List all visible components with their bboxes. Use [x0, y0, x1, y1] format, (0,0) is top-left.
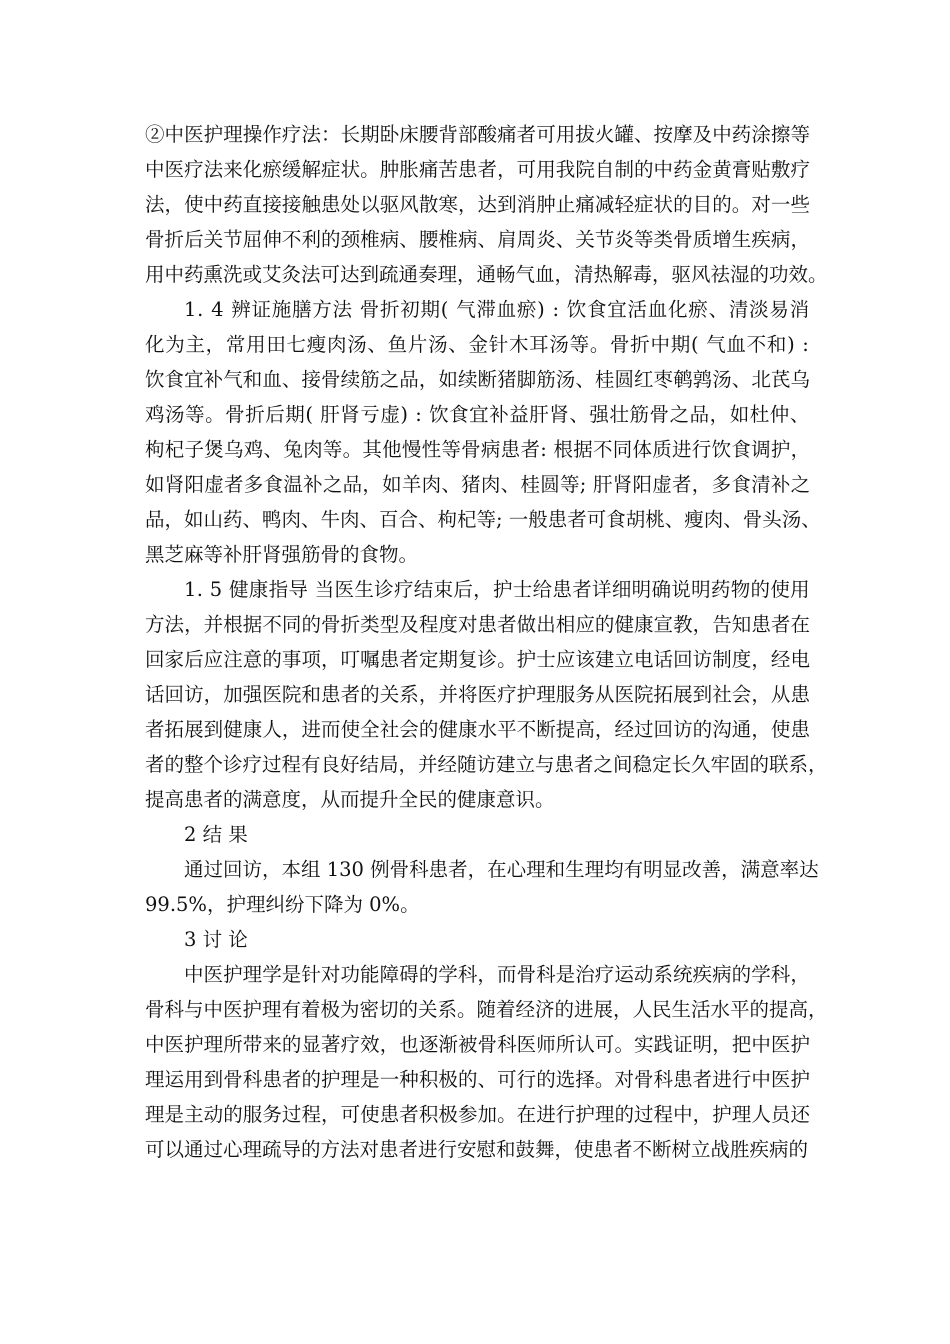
text-line: 用中药熏洗或艾灸法可达到疏通奏理，通畅气血，清热解毒，驱风祛湿的功效。 [145, 263, 828, 286]
text-line: 99.5%，护理纠纷下降为 0%。 [145, 893, 420, 916]
text-line: 者拓展到健康人，进而使全社会的健康水平不断提高，经过回访的沟通，使患 [145, 718, 811, 741]
text-line: 可以通过心理疏导的方法对患者进行安慰和鼓舞，使患者不断树立战胜疾病的 [145, 1138, 809, 1161]
text-line: 1. 4 辨证施膳方法 骨折初期( 气滞血瘀) : 饮食宜活血化瘀、清淡易消 [184, 298, 810, 321]
text-line: 骨科与中医护理有着极为密切的关系。随着经济的进展，人民生活水平的提高， [145, 998, 828, 1021]
text-line: 中医护理所带来的显著疗效，也逐渐被骨科医师所认可。实践证明，把中医护 [145, 1033, 811, 1056]
text-line: 如肾阳虚者多食温补之品，如羊肉、猪肉、桂圆等; 肝肾阳虚者，多食清补之 [145, 473, 811, 496]
text-line: 化为主，常用田七瘦肉汤、鱼片汤、金针木耳汤等。骨折中期( 气血不和) : [145, 333, 810, 356]
text-line: 中医护理学是针对功能障碍的学科，而骨科是治疗运动系统疾病的学科， [184, 963, 810, 986]
text-line: 骨折后关节屈伸不利的颈椎病、腰椎病、肩周炎、关节炎等类骨质增生疾病， [145, 228, 811, 251]
text-line: 法，使中药直接接触患处以驱风散寒，达到消肿止痛减轻症状的目的。对一些 [145, 193, 811, 216]
text-line: 理运用到骨科患者的护理是一种积极的、可行的选择。对骨科患者进行中医护 [145, 1068, 811, 1091]
text-line: 2 结 果 [184, 823, 248, 846]
text-line: ②中医护理操作疗法：长期卧床腰背部酸痛者可用拔火罐、按摩及中药涂擦等 [145, 123, 811, 146]
text-line: 1. 5 健康指导 当医生诊疗结束后，护士给患者详细明确说明药物的使用 [184, 578, 810, 601]
text-line: 话回访，加强医院和患者的关系，并将医疗护理服务从医院拓展到社会，从患 [145, 683, 811, 706]
text-line: 品，如山药、鸭肉、牛肉、百合、枸杞等; 一般患者可食胡桃、瘦肉、骨头汤、 [145, 508, 821, 531]
text-line: 提高患者的满意度，从而提升全民的健康意识。 [145, 788, 555, 811]
text-line: 中医疗法来化瘀缓解症状。肿胀痛苦患者，可用我院自制的中药金黄膏贴敷疗 [145, 158, 811, 181]
text-line: 回家后应注意的事项，叮嘱患者定期复诊。护士应该建立电话回访制度，经电 [145, 648, 811, 671]
text-line: 饮食宜补气和血、接骨续筋之品，如续断猪脚筋汤、桂圆红枣鹌鹑汤、北芪乌 [145, 368, 811, 391]
text-line: 鸡汤等。骨折后期( 肝肾亏虚) : 饮食宜补益肝肾、强壮筋骨之品，如杜仲、 [145, 403, 810, 426]
text-line: 理是主动的服务过程，可使患者积极参加。在进行护理的过程中，护理人员还 [145, 1103, 811, 1126]
text-line: 方法，并根据不同的骨折类型及程度对患者做出相应的健康宣教，告知患者在 [145, 613, 811, 636]
text-line: 黑芝麻等补肝肾强筋骨的食物。 [145, 543, 419, 566]
text-line: 者的整个诊疗过程有良好结局，并经随访建立与患者之间稳定长久牢固的联系， [145, 753, 828, 776]
text-line: 3 讨 论 [184, 928, 248, 951]
text-line: 枸杞子煲乌鸡、兔肉等。其他慢性等骨病患者: 根据不同体质进行饮食调护， [145, 438, 811, 461]
text-line: 通过回访，本组 130 例骨科患者，在心理和生理均有明显改善，满意率达 [184, 858, 819, 881]
